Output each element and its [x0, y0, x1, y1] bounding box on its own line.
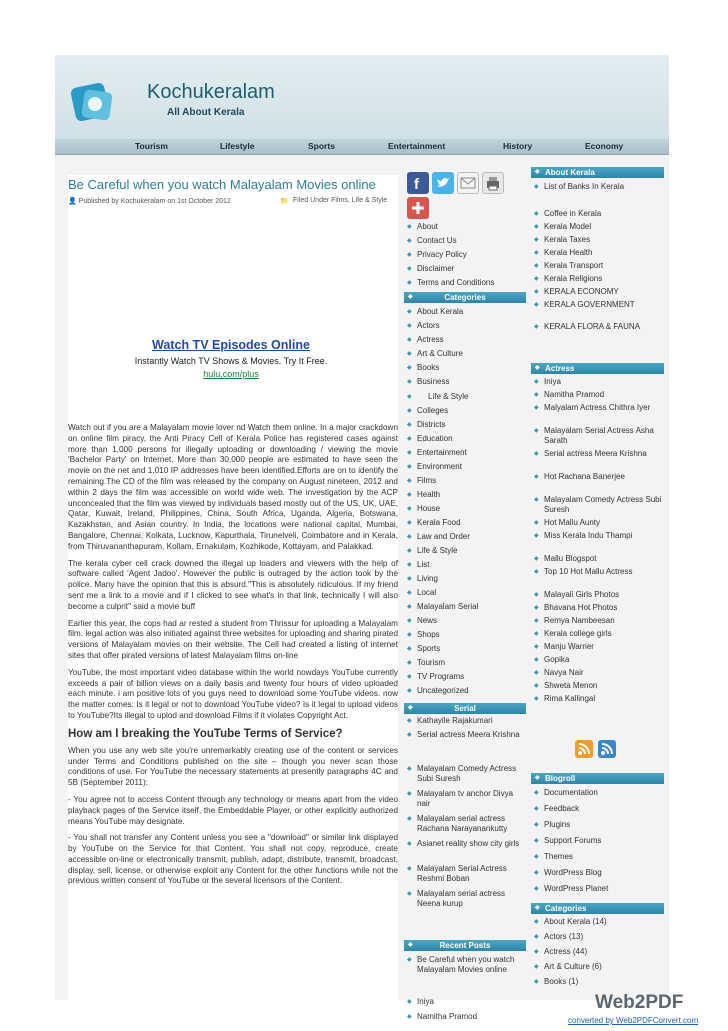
about-kerala-link[interactable]: ◆ List of Banks In Kerala — [531, 182, 664, 209]
category-link[interactable]: ◆ Sports — [404, 644, 526, 658]
category-link[interactable]: ◆ Actors — [404, 321, 526, 335]
post-body — [68, 423, 398, 893]
nav-lifestyle[interactable]: Lifestyle — [220, 141, 255, 151]
category-link[interactable]: ◆ Malayalam Serial — [404, 602, 526, 616]
site-logo-icon[interactable] — [69, 77, 121, 129]
category-link[interactable]: ◆ Shops — [404, 630, 526, 644]
actress-link[interactable]: ◆ Remya Nambeesan — [531, 616, 664, 629]
category-link[interactable]: ◆ House — [404, 504, 526, 518]
category-count-link[interactable]: ◆ Actors (13) — [531, 932, 664, 947]
recent-post-link[interactable]: ◆ Iniya — [404, 997, 526, 1012]
nav-entertainment[interactable]: Entertainment — [388, 141, 446, 151]
nav-history[interactable]: History — [503, 141, 533, 151]
ad-title[interactable]: Watch TV Episodes Online — [152, 338, 310, 352]
blogroll-link[interactable]: ◆ Feedback — [531, 804, 664, 820]
page-link[interactable]: ◆ About — [404, 222, 526, 236]
about-kerala-link[interactable]: ◆ Coffee in Kerala — [531, 209, 664, 222]
category-link[interactable]: ◆ Uncategorized — [404, 686, 526, 700]
nav-sports[interactable]: Sports — [308, 141, 335, 151]
site-title[interactable]: Kochukeralam — [147, 81, 275, 103]
about-kerala-list — [531, 182, 664, 344]
post-content — [68, 175, 398, 1000]
actress-link[interactable]: ◆ Iniya — [531, 377, 664, 390]
serial-heading: ◆ Serial — [404, 703, 526, 714]
serial-link[interactable]: ◆ Malayalam serial actress Neena kurup — [404, 889, 526, 914]
category-link[interactable]: ◆ List — [404, 560, 526, 574]
categories-count-list — [531, 917, 664, 992]
category-link[interactable]: ◆ Art & Culture — [404, 349, 526, 363]
category-link[interactable]: ◆ TV Programs — [404, 672, 526, 686]
post-paragraph: - You agree not to access Content through any technology or means apart from the video playback pages of the Service itself, the Embeddable Player, or other explicitly authorized means YouTube may designate. — [68, 794, 398, 826]
category-link[interactable]: ◆ Education — [404, 434, 526, 448]
nav-economy[interactable]: Economy — [585, 141, 624, 151]
main-nav — [55, 139, 669, 155]
web2pdf-logo: Web2PDF — [595, 992, 684, 1013]
serial-list — [404, 716, 526, 914]
category-link[interactable]: ◆ Law and Order — [404, 532, 526, 546]
actress-heading: ◆ Actress — [531, 363, 664, 374]
blogroll-link[interactable]: ◆ Themes — [531, 852, 664, 868]
actress-link[interactable]: ◆ Namitha Pramod — [531, 390, 664, 403]
print-icon[interactable] — [482, 172, 504, 194]
recent-posts-heading: ◆ Recent Posts — [404, 940, 526, 951]
recent-post-link[interactable]: ◆ Be Careful when you watch Malayalam Movies online — [404, 955, 526, 997]
post-paragraph: Earlier this year, the cops had ar rested a student from Thrissur for uploading a Malayalam film. legal action was also initiated against three websites for uploading and sharing pirated versions of Malayalam movies on their website. The Cell had created a listing of internet sites that offer pirated versions of latest Malayalam films on-line — [68, 618, 398, 660]
about-kerala-link[interactable]: ◆ Kerala Taxes — [531, 235, 664, 248]
about-kerala-link[interactable]: ◆ KERALA FLORA & FAUNA — [531, 322, 664, 344]
categories-heading: ◆ Categories — [404, 292, 526, 303]
category-link[interactable]: ◆ Districts — [404, 420, 526, 434]
actress-link[interactable]: ◆ Malayalam Comedy Actress Subi Suresh — [531, 495, 664, 518]
category-link[interactable]: ◆ Life & Style — [404, 392, 526, 406]
categories-count-heading: ◆ Categories — [531, 903, 664, 914]
actress-list — [531, 377, 664, 707]
actress-link[interactable]: ◆ Hot Mallu Aunty — [531, 518, 664, 531]
category-link[interactable]: ◆ Life & Style — [404, 546, 526, 560]
actress-link[interactable]: ◆ Kerala college girls — [531, 629, 664, 642]
about-kerala-link[interactable]: ◆ Kerala Health — [531, 248, 664, 261]
facebook-icon[interactable] — [407, 172, 429, 194]
page-link[interactable]: ◆ Contact Us — [404, 236, 526, 250]
about-kerala-link[interactable]: ◆ KERALA GOVERNMENT — [531, 300, 664, 322]
category-link[interactable]: ◆ Tourism — [404, 658, 526, 672]
actress-link[interactable]: ◆ Mallu Blogspot — [531, 554, 664, 567]
category-link[interactable]: ◆ Local — [404, 588, 526, 602]
rss-comments-icon[interactable] — [598, 740, 616, 758]
blogroll-link[interactable]: ◆ WordPress Blog — [531, 868, 664, 884]
actress-link[interactable]: ◆ Bhavana Hot Photos — [531, 603, 664, 616]
about-kerala-link[interactable]: ◆ Kerala Transport — [531, 261, 664, 274]
post-paragraph: Watch out if you are a Malayalam movie lover nd Watch them online. In a major crackdown on online film piracy, the Anti Piracy Cell of Kerala Police has registered cases against more than 1,000 persons for illegally uploading or downloading / viewing the movie 'Bachelor Party' on Internet. More than 30,000 people are estimated to have seen the movie on the net and 1,010 IP addresses have been identified.Efforts are on to identify the remaining.The CD of the film was released by the company on August nineteen, 2012 and within 2 days the film was accessible on world wide web. The investigation by the ACP unconcealed that the film was viewed by individuals based mostly out of the US, UK, UAE, Qatar, Kuwait, Ireland, Philippines, China, South Africa, Uganda, Algeria, Botswana, Kazakhstan, and Asian country. In India, the locations were national capital, Mumbai, Bangalore, Chennai, Kolkata, Lucknow, Kapurthala, Tirunelveli, Coimbatore and in Kerala, from Thiruvananthapuram, Kollam, Ernakulam, Kozhikode, Kottayam, and Palakkad. — [68, 423, 398, 551]
post-author-date: Published by Kochukeralam on 1st October 2012 — [78, 198, 231, 205]
web2pdf-badge[interactable] — [560, 992, 720, 1028]
actress-link[interactable]: ◆ Malyalam Actress Chithra Iyer — [531, 403, 664, 426]
site-tagline: All About Kerala — [167, 107, 245, 118]
page-link[interactable]: ◆ Terms and Conditions — [404, 278, 526, 292]
post-paragraph: When you use any web site you're unremarkably creating use of the content or services under Terms and Conditions published on the site – though you never scan those conditions of use. For YouTube the necessary statements at presently paragraphs 4C and 5B (September 2011): — [68, 745, 398, 788]
post-paragraph: The kerala cyber cell crack downed the illegal up loaders and viewers with the help of software called 'Agent Jadoo'. However the public is outraged by the action took by the police. Many have the opinion that this is absurd."This is absolutely ridiculous. If my friend sent me a link to a movie and if I clicked to see what's in that link, technically I will also become a culprit" said a movie buff — [68, 558, 398, 611]
blogroll-heading: ◆ Blogroll — [531, 773, 664, 784]
page-link[interactable]: ◆ Privacy Policy — [404, 250, 526, 264]
email-icon[interactable] — [457, 172, 479, 194]
ad-text: Instantly Watch TV Shows & Movies. Try It Free. — [134, 356, 328, 366]
folder-icon: 📁 — [280, 198, 289, 205]
twitter-icon[interactable] — [432, 172, 454, 194]
share-plus-icon[interactable] — [407, 197, 429, 219]
actress-link[interactable]: ◆ Shweta Menon — [531, 681, 664, 694]
about-kerala-link[interactable]: ◆ Kerala Model — [531, 222, 664, 235]
serial-link[interactable]: ◆ Malayalam Serial Actress Reshmi Boban — [404, 864, 526, 889]
actress-link[interactable]: ◆ Malayali Girls Photos — [531, 590, 664, 603]
ad-block — [111, 220, 351, 385]
category-link[interactable]: ◆ Kerala Food — [404, 518, 526, 532]
actress-link[interactable]: ◆ Top 10 Hot Mallu Actress — [531, 567, 664, 590]
blogroll-link[interactable]: ◆ WordPress Planet — [531, 884, 664, 900]
user-icon: 👤 — [68, 198, 77, 205]
post-subheading: How am I breaking the YouTube Terms of Service? — [68, 727, 343, 740]
actress-link[interactable]: ◆ Miss Kerala Indu Thampi — [531, 531, 664, 554]
recent-posts-list — [404, 955, 526, 1026]
blogroll-link[interactable]: ◆ Support Forums — [531, 836, 664, 852]
serial-link[interactable]: ◆ Asianet reality show city girls — [404, 839, 526, 864]
post-title[interactable]: Be Careful when you watch Malayalam Movies online — [68, 177, 376, 192]
actress-link[interactable]: ◆ Manju Warrier — [531, 642, 664, 655]
right-sidebar — [531, 167, 664, 1000]
post-paragraph: - You shall not transfer any Content unless you see a "download" or similar link displayed by YouTube on the Service for that Content. You shall not copy, reproduce, create accessible on-line or electronically transmit, publish, adapt, distribute, transmit, broadcast, display, sell, license, or otherwise exploit any Content for the other functions while not the previous written consent of YouTube or the several licensors of the Content. — [68, 833, 398, 886]
category-link[interactable]: ◆ About Kerala — [404, 307, 526, 321]
page-link[interactable]: ◆ Disclaimer — [404, 264, 526, 278]
post-paragraph: YouTube, the most important video database within the world nowdays YouTube currently exceeds a pair of billion views on a daily basis and twenty four hours of video uploaded each minute. i am positive lots of you guys need to download some YouTube videos. now the matter comes: Is it legal or not to download YouTube video? Is it legal to upload videos to YouTube?Its illegal to uplod and download Films if it violates Copyright Act. — [68, 667, 398, 720]
category-count-link[interactable]: ◆ Books (1) — [531, 977, 664, 992]
categories-list — [404, 307, 526, 700]
category-link[interactable]: ◆ Colleges — [404, 406, 526, 420]
category-link[interactable]: ◆ Business — [404, 377, 526, 392]
ad-link[interactable]: hulu.com/plus — [203, 369, 259, 379]
category-link[interactable]: ◆ Actress — [404, 335, 526, 349]
middle-sidebar — [404, 172, 526, 1021]
serial-link[interactable]: ◆ Malayalam tv anchor Divya nair — [404, 789, 526, 814]
blogroll-link[interactable]: ◆ Documentation — [531, 788, 664, 804]
about-kerala-link[interactable]: ◆ Kerala Religions — [531, 274, 664, 287]
rss-icon[interactable] — [575, 740, 593, 758]
pages-list — [404, 222, 526, 292]
category-count-link[interactable]: ◆ Actress (44) — [531, 947, 664, 962]
actress-link[interactable]: ◆ Gopika — [531, 655, 664, 668]
serial-link[interactable]: ◆ Serial actress Meera Krishna — [404, 730, 526, 764]
actress-link[interactable]: ◆ Navya Nair — [531, 668, 664, 681]
nav-tourism[interactable]: Tourism — [135, 141, 168, 151]
category-count-link[interactable]: ◆ Art & Culture (6) — [531, 962, 664, 977]
actress-link[interactable]: ◆ Rima Kallingal — [531, 694, 664, 707]
post-meta — [68, 197, 398, 205]
category-link[interactable]: ◆ Living — [404, 574, 526, 588]
blogroll-link[interactable]: ◆ Plugins — [531, 820, 664, 836]
actress-link[interactable]: ◆ Hot Rachana Banerjee — [531, 472, 664, 495]
category-count-link[interactable]: ◆ About Kerala (14) — [531, 917, 664, 932]
actress-link[interactable]: ◆ Serial actress Meera Krishna — [531, 449, 664, 472]
category-link[interactable]: ◆ Books — [404, 363, 526, 377]
web2pdf-caption[interactable]: converted by Web2PDFConvert.com — [568, 1016, 699, 1025]
site-header — [55, 55, 669, 143]
blogroll-list — [531, 788, 664, 900]
serial-link[interactable]: ◆ Malayalam Comedy Actress Subi Suresh — [404, 764, 526, 789]
svg-text:f: f — [414, 176, 419, 193]
category-link[interactable]: ◆ News — [404, 616, 526, 630]
category-link[interactable]: ◆ Entertainment — [404, 448, 526, 462]
serial-link[interactable]: ◆ Kathayile Rajakumari — [404, 716, 526, 730]
recent-post-link[interactable]: ◆ Namitha Pramod — [404, 1012, 526, 1026]
post-categories[interactable]: Filed Under Films, Life & Style — [293, 197, 388, 204]
category-link[interactable]: ◆ Films — [404, 476, 526, 490]
about-kerala-heading: ◆ About Kerala — [531, 167, 664, 178]
category-link[interactable]: ◆ Environment — [404, 462, 526, 476]
serial-link[interactable]: ◆ Malayalam serial actress Rachana Narayanankutty — [404, 814, 526, 839]
actress-link[interactable]: ◆ Malayalam Serial Actress Asha Sarath — [531, 426, 664, 449]
category-link[interactable]: ◆ Health — [404, 490, 526, 504]
about-kerala-link[interactable]: ◆ KERALA ECONOMY — [531, 287, 664, 300]
